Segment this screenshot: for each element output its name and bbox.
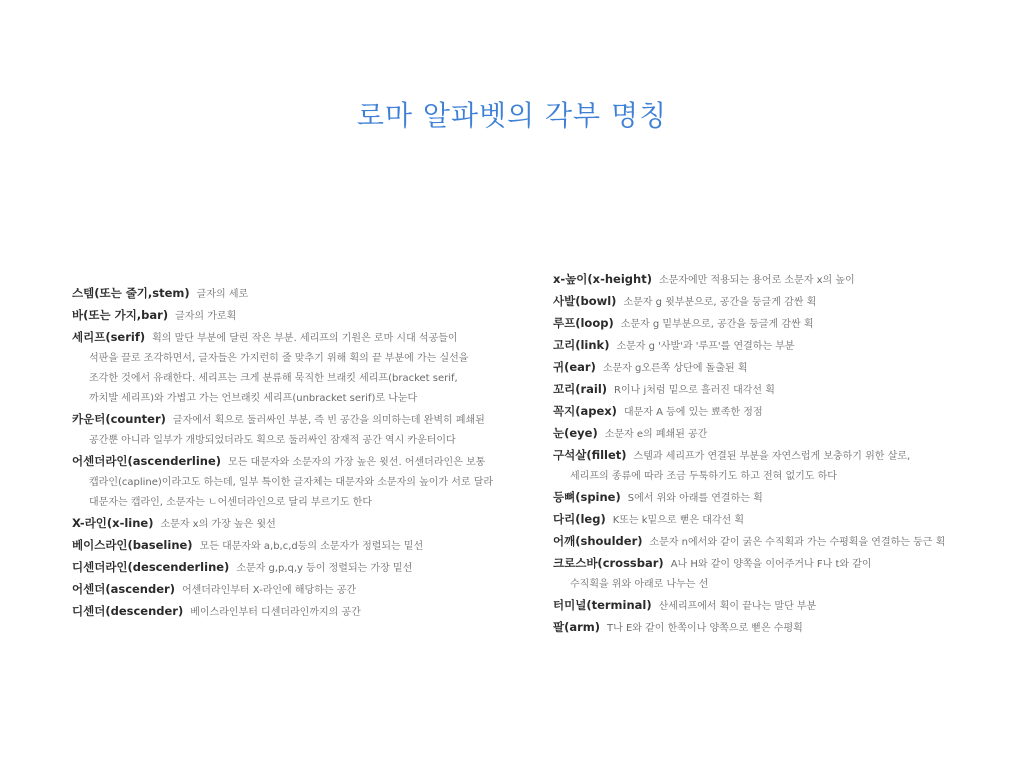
term-entry <box>553 553 973 575</box>
term-entry <box>553 401 973 423</box>
term-entry <box>72 601 514 623</box>
term-entry <box>72 409 514 431</box>
term-name: 디센더라인(descenderline) <box>72 560 230 574</box>
term-name: 고리(link) <box>553 338 610 352</box>
term-entry <box>553 617 973 639</box>
term-description-continued: 석판을 끌로 조각하면서, 글자들은 가지런히 줄 맞추기 위해 획의 끝 부분에 가는 실선을 <box>89 353 469 364</box>
term-entry <box>553 291 973 313</box>
term-entry <box>553 595 973 617</box>
term-description: K또는 k밑으로 뻗은 대각선 획 <box>612 515 745 526</box>
right-term-list <box>553 269 973 639</box>
term-entry <box>553 357 973 379</box>
term-name: 등뼈(spine) <box>553 490 621 504</box>
term-description: 어센더라인부터 X-라인에 해당하는 공간 <box>181 585 357 596</box>
term-entry <box>553 269 973 291</box>
term-entry <box>553 423 973 445</box>
term-description: 산세리프에서 획이 끝나는 말단 부분 <box>658 601 817 612</box>
left-term-list <box>72 283 514 623</box>
term-name: 어센더(ascender) <box>72 582 175 596</box>
term-entry <box>553 379 973 401</box>
term-description: 글자의 가로획 <box>175 311 237 322</box>
term-name: 베이스라인(baseline) <box>72 538 193 552</box>
term-entry <box>553 487 973 509</box>
term-name: 어깨(shoulder) <box>553 534 643 548</box>
term-name: 다리(leg) <box>553 512 606 526</box>
term-description: 소문자 g 밑부분으로, 공간을 둥글게 감싼 획 <box>620 319 814 330</box>
term-entry <box>72 579 514 601</box>
term-name: X-라인(x-line) <box>72 516 154 530</box>
term-name: 어센더라인(ascenderline) <box>72 454 222 468</box>
term-description: 소문자 g 윗부분으로, 공간을 둥글게 감싼 획 <box>623 297 817 308</box>
term-description: 스템과 세리프가 연결된 부분을 자연스럽게 보충하기 위한 살로, <box>633 451 911 462</box>
term-description-continued: 까치발 세리프)와 가볍고 가는 언브래킷 세리프(unbracket serif)로 나눈다 <box>89 393 418 404</box>
term-name: 터미널(terminal) <box>553 598 652 612</box>
term-description: 모든 대문자와 소문자의 가장 높은 윗선. 어센더라인은 보통 <box>228 457 486 468</box>
term-entry <box>72 305 514 327</box>
term-description: 글자에서 획으로 둘러싸인 부분, 즉 빈 공간을 의미하는데 완벽히 폐쇄된 <box>172 415 485 426</box>
page-title: 로마 알파벳의 각부 명칭 <box>356 99 668 132</box>
term-name: 구석살(fillet) <box>553 448 627 462</box>
term-name: 디센더(descender) <box>72 604 184 618</box>
term-name: 루프(loop) <box>553 316 614 330</box>
term-name: 사발(bowl) <box>553 294 617 308</box>
term-description: A나 H와 같이 양쪽을 이어주거나 F나 t와 같이 <box>670 559 872 570</box>
term-description: 대문자 A 등에 있는 뾰족한 정점 <box>623 407 763 418</box>
term-name: 카운터(counter) <box>72 412 166 426</box>
term-description-continued: 세리프의 종류에 따라 조금 두툭하기도 하고 전혀 없기도 하다 <box>570 471 837 482</box>
term-description: 모든 대문자와 a,b,c,d등의 소문자가 정렬되는 밑선 <box>199 541 424 552</box>
term-name: 크로스바(crossbar) <box>553 556 664 570</box>
term-description: 소문자 n에서와 같이 굵은 수직획과 가는 수평획을 연결하는 둥근 획 <box>649 537 946 548</box>
term-description: 소문자에만 적용되는 용어로 소문자 x의 높이 <box>658 275 855 286</box>
term-name: 꼬리(rail) <box>553 382 608 396</box>
term-entry <box>72 327 514 349</box>
term-description-continued: 조각한 것에서 유래한다. 세리프는 크게 분류해 묵직한 브래킷 세리프(bracket serif, <box>89 373 458 384</box>
term-description: 소문자 g '사발'과 '루프'를 연결하는 부분 <box>616 341 795 352</box>
term-description: R이나 j처럼 밑으로 흘러진 대각선 획 <box>614 385 775 396</box>
term-name: 스템(또는 줄기,stem) <box>72 286 190 300</box>
term-entry <box>72 535 514 557</box>
term-entry <box>553 509 973 531</box>
term-description-continued: 공간뿐 아니라 일부가 개방되었더라도 획으로 둘러싸인 잠재적 공간 역시 카운터이다 <box>89 435 456 446</box>
term-name: 팔(arm) <box>553 620 601 634</box>
term-name: 눈(eye) <box>553 426 598 440</box>
term-description: 소문자 x의 가장 높은 윗선 <box>160 519 276 530</box>
term-description: 소문자 g,p,q,y 등이 정렬되는 가장 밑선 <box>236 563 413 574</box>
term-name: 세리프(serif) <box>72 330 146 344</box>
term-name: x-높이(x-height) <box>553 272 652 286</box>
term-description-continued: 캡라인(capline)이라고도 하는데, 일부 특이한 글자체는 대문자와 소문자의 높이가 서로 달라 <box>89 477 494 488</box>
term-name: 귀(ear) <box>553 360 596 374</box>
term-description: 소문자 e의 폐쇄된 공간 <box>604 429 708 440</box>
term-entry <box>72 557 514 579</box>
term-entry <box>72 451 514 473</box>
term-description: 획의 말단 부분에 달린 작은 부분. 세리프의 기원은 로마 시대 석공들이 <box>152 333 458 344</box>
term-entry <box>553 313 973 335</box>
term-description: T나 E와 같이 한쪽이나 양쪽으로 뻗은 수평획 <box>607 623 803 634</box>
term-description-continued: 대문자는 캡라인, 소문자는 ㄴ어센더라인으로 달리 부르기도 한다 <box>89 497 373 508</box>
term-name: 꼭지(apex) <box>553 404 617 418</box>
term-description-continued: 수직획을 위와 아래로 나누는 선 <box>570 579 709 590</box>
term-entry <box>553 445 973 467</box>
term-entry <box>553 335 973 357</box>
term-description: 소문자 g오른쪽 상단에 돌출된 획 <box>602 363 748 374</box>
term-name: 바(또는 가지,bar) <box>72 308 169 322</box>
term-entry <box>72 283 514 305</box>
term-entry <box>72 513 514 535</box>
term-description: S에서 위와 아래를 연결하는 획 <box>627 493 763 504</box>
term-entry <box>553 531 973 553</box>
term-description: 베이스라인부터 디센더라인까지의 공간 <box>190 607 361 618</box>
term-description: 글자의 세로 <box>196 289 249 300</box>
